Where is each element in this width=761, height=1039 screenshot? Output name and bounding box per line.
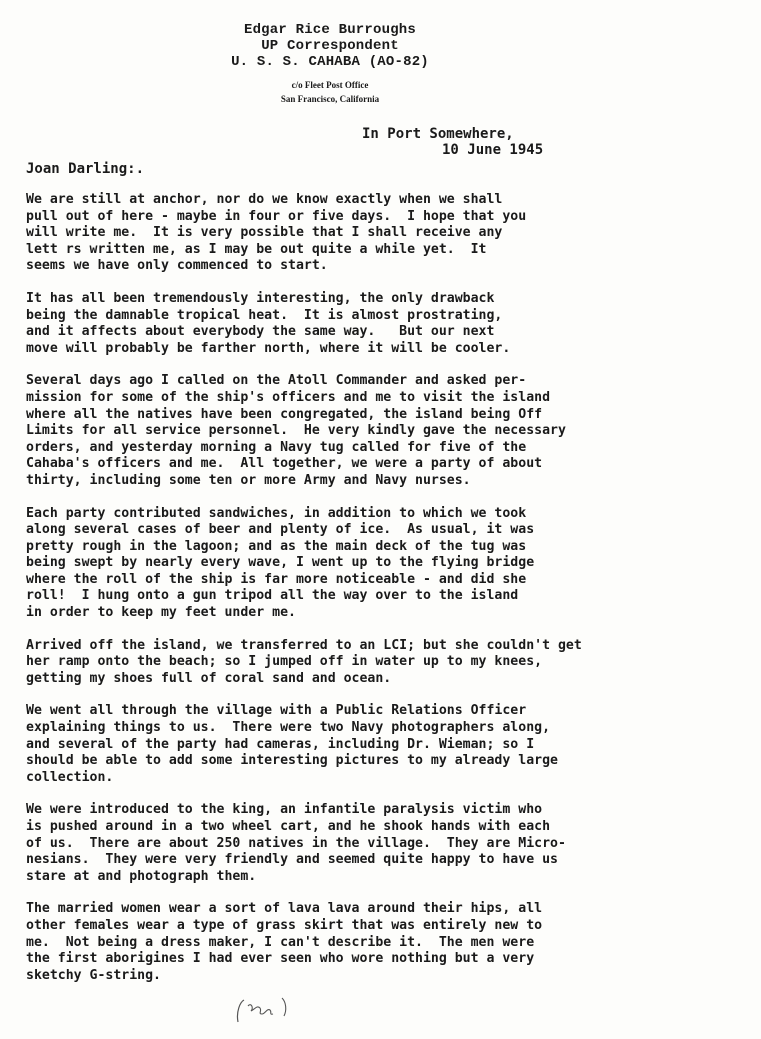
fleet-post-office: c/o Fleet Post Office xyxy=(291,80,369,90)
paragraph xyxy=(26,638,751,688)
text-line: will write me. It is very possible that I shall receive any xyxy=(26,225,503,241)
text-line: in order to keep my feet under me. xyxy=(26,605,296,621)
text-line: pretty rough in the lagoon; and as the main deck of the tug was xyxy=(26,538,527,554)
text-line: where the roll of the ship is far more noticeable - and did she xyxy=(26,571,527,587)
text-line: It has all been tremendously interesting, the only drawback xyxy=(26,290,495,306)
ship-name: U. S. S. CAHABA (AO-82) xyxy=(231,54,429,70)
dateline-place: In Port Somewhere, xyxy=(362,126,514,142)
text-line: collection. xyxy=(26,769,114,785)
text-line: thirty, including some ten or more Army and Navy nurses. xyxy=(26,472,471,488)
text-line: me. Not being a dress maker, I can't describe it. The men were xyxy=(26,934,535,950)
text-line: being swept by nearly every wave, I went up to the flying bridge xyxy=(26,555,535,571)
paragraph xyxy=(26,506,751,622)
text-line: explaining things to us. There were two Navy photographers along, xyxy=(26,720,551,736)
letter-body xyxy=(26,192,751,1000)
text-line: mission for some of the ship's officers and me to visit the island xyxy=(26,389,551,405)
text-line: We went all through the village with a Public Relations Officer xyxy=(26,703,527,719)
text-line: pull out of here - maybe in four or five days. I hope that you xyxy=(26,208,527,224)
text-line: The married women wear a sort of lava lava around their hips, all xyxy=(26,901,543,917)
paragraph xyxy=(26,373,751,489)
text-line: nesians. They were very friendly and seemed quite happy to have us xyxy=(26,852,558,868)
letterhead xyxy=(200,22,460,106)
text-line: We are still at anchor, nor do we know exactly when we shall xyxy=(26,192,503,207)
text-line: lett rs written me, as I may be out quite a while yet. It xyxy=(26,241,487,257)
text-line: Limits for all service personnel. He very kindly gave the necessary xyxy=(26,423,566,439)
text-line: seems we have only commenced to start. xyxy=(26,258,328,274)
text-line: orders, and yesterday morning a Navy tug called for five of the xyxy=(26,439,527,455)
text-line: We were introduced to the king, an infantile paralysis victim who xyxy=(26,802,543,818)
text-line: being the damnable tropical heat. It is almost prostrating, xyxy=(26,307,503,323)
text-line: and several of the party had cameras, including Dr. Wieman; so I xyxy=(26,736,535,752)
text-line: the first aborigines I had ever seen who wore nothing but a very xyxy=(26,951,535,967)
text-line: along several cases of beer and plenty of ice. As usual, it was xyxy=(26,522,535,538)
text-line: Each party contributed sandwiches, in addition to which we took xyxy=(26,505,527,521)
dateline-date: 10 June 1945 xyxy=(442,142,544,158)
text-line: her ramp onto the beach; so I jumped off in water up to my knees, xyxy=(26,654,543,670)
dateline xyxy=(362,126,543,158)
paragraph xyxy=(26,703,751,786)
text-line: sketchy G-string. xyxy=(26,967,161,983)
text-line: move will probably be farther north, where it will be cooler. xyxy=(26,340,511,356)
text-line: Arrived off the island, we transferred to an LCI; but she couldn't get xyxy=(26,637,582,653)
text-line: and it affects about everybody the same way. But our next xyxy=(26,324,495,340)
text-line: roll! I hung onto a gun tripod all the way over to the island xyxy=(26,588,519,604)
paragraph xyxy=(26,192,751,275)
text-line: where all the natives have been congregated, the island being Off xyxy=(26,406,543,422)
text-line: stare at and photograph them. xyxy=(26,868,257,884)
text-line: of us. There are about 250 natives in the village. They are Micro- xyxy=(26,835,566,851)
sender-title: UP Correspondent xyxy=(261,38,399,54)
salutation: Joan Darling:. xyxy=(26,161,145,177)
paragraph xyxy=(26,291,751,357)
text-line: Cahaba's officers and me. All together, we were a party of about xyxy=(26,456,543,472)
text-line: other females wear a type of grass skirt that was entirely new to xyxy=(26,917,543,933)
text-line: getting my shoes full of coral sand and ocean. xyxy=(26,670,392,686)
paragraph xyxy=(26,802,751,885)
text-line: is pushed around in a two wheel cart, and he shook hands with each xyxy=(26,819,551,834)
handwritten-scribble xyxy=(232,992,302,1028)
paragraph xyxy=(26,901,751,984)
sender-name: Edgar Rice Burroughs xyxy=(243,22,417,38)
city-line: San Francisco, California xyxy=(280,94,380,104)
text-line: Several days ago I called on the Atoll Commander and asked per- xyxy=(26,373,527,389)
text-line: should be able to add some interesting pictures to my already large xyxy=(26,753,558,769)
